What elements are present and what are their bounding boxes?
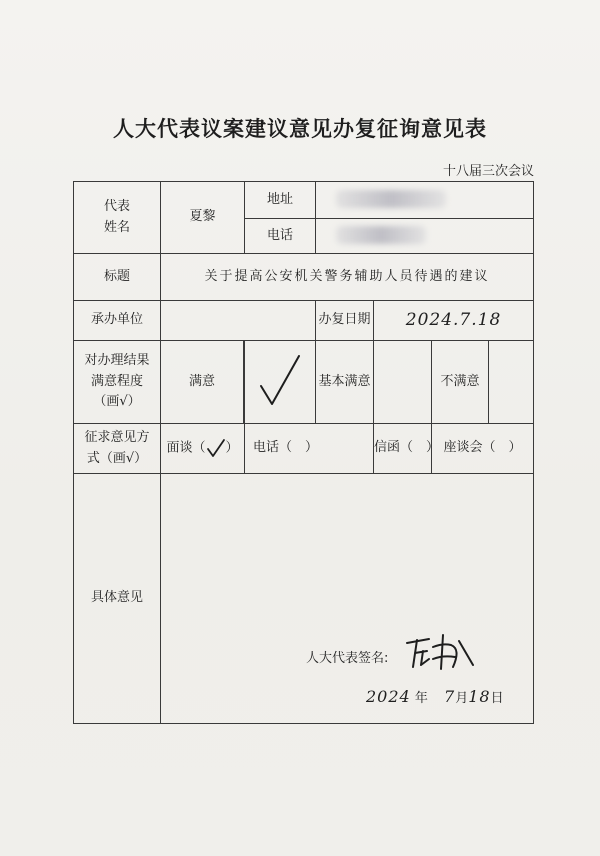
reply-date-value: 2024.7.18 — [374, 301, 534, 341]
form-title: 人大代表议案建议意见办复征询意见表 — [113, 116, 487, 141]
redaction-blur — [336, 190, 446, 208]
handling-unit-label: 承办单位 — [74, 301, 161, 341]
method-meeting: 座谈会（ ） — [432, 424, 534, 474]
session-label: 十八届三次会议 — [442, 164, 534, 179]
redaction-blur — [336, 226, 426, 244]
check-mark-icon — [206, 438, 226, 458]
opinion-label: 具体意见 — [74, 474, 161, 724]
method-face-to-face: 面谈（ ） — [161, 424, 245, 474]
address-label: 地址 — [245, 182, 316, 219]
check-mark-icon — [255, 352, 305, 412]
rep-name-value: 夏黎 — [161, 182, 245, 254]
reply-date-label: 办复日期 — [316, 301, 374, 341]
option-unsatisfied-box — [488, 341, 533, 423]
option-basic-box — [374, 341, 432, 424]
subject-value: 关于提高公安机关警务辅助人员待遇的建议 — [161, 254, 534, 301]
subject-label: 标题 — [74, 254, 161, 301]
phone-value — [316, 219, 534, 254]
option-satisfied-box — [245, 341, 316, 424]
option-unsatisfied-label: 不满意 — [440, 373, 480, 389]
method-phone: 电话（ ） — [245, 424, 374, 474]
signature-label: 人大代表签名: — [306, 651, 389, 666]
option-unsatisfied-cell — [432, 341, 534, 424]
rep-name-label: 代表 姓名 — [74, 182, 161, 254]
opinion-area — [161, 474, 534, 724]
satisfaction-label: 对办理结果 满意程度 （画√） — [74, 341, 161, 424]
option-basic-label: 基本满意 — [316, 341, 374, 424]
method-label: 征求意见方 式（画√） — [74, 424, 161, 474]
option-satisfied-label: 满意 — [161, 341, 244, 423]
signature-mark — [403, 629, 483, 674]
feedback-table — [73, 181, 534, 724]
method-letter: 信函（ ） — [374, 424, 432, 474]
sign-date: 2024 年 7月18日 — [366, 687, 504, 706]
phone-label: 电话 — [245, 219, 316, 254]
satisfaction-option-cell — [161, 341, 245, 424]
handling-unit-value — [161, 301, 316, 341]
address-value — [316, 182, 534, 219]
